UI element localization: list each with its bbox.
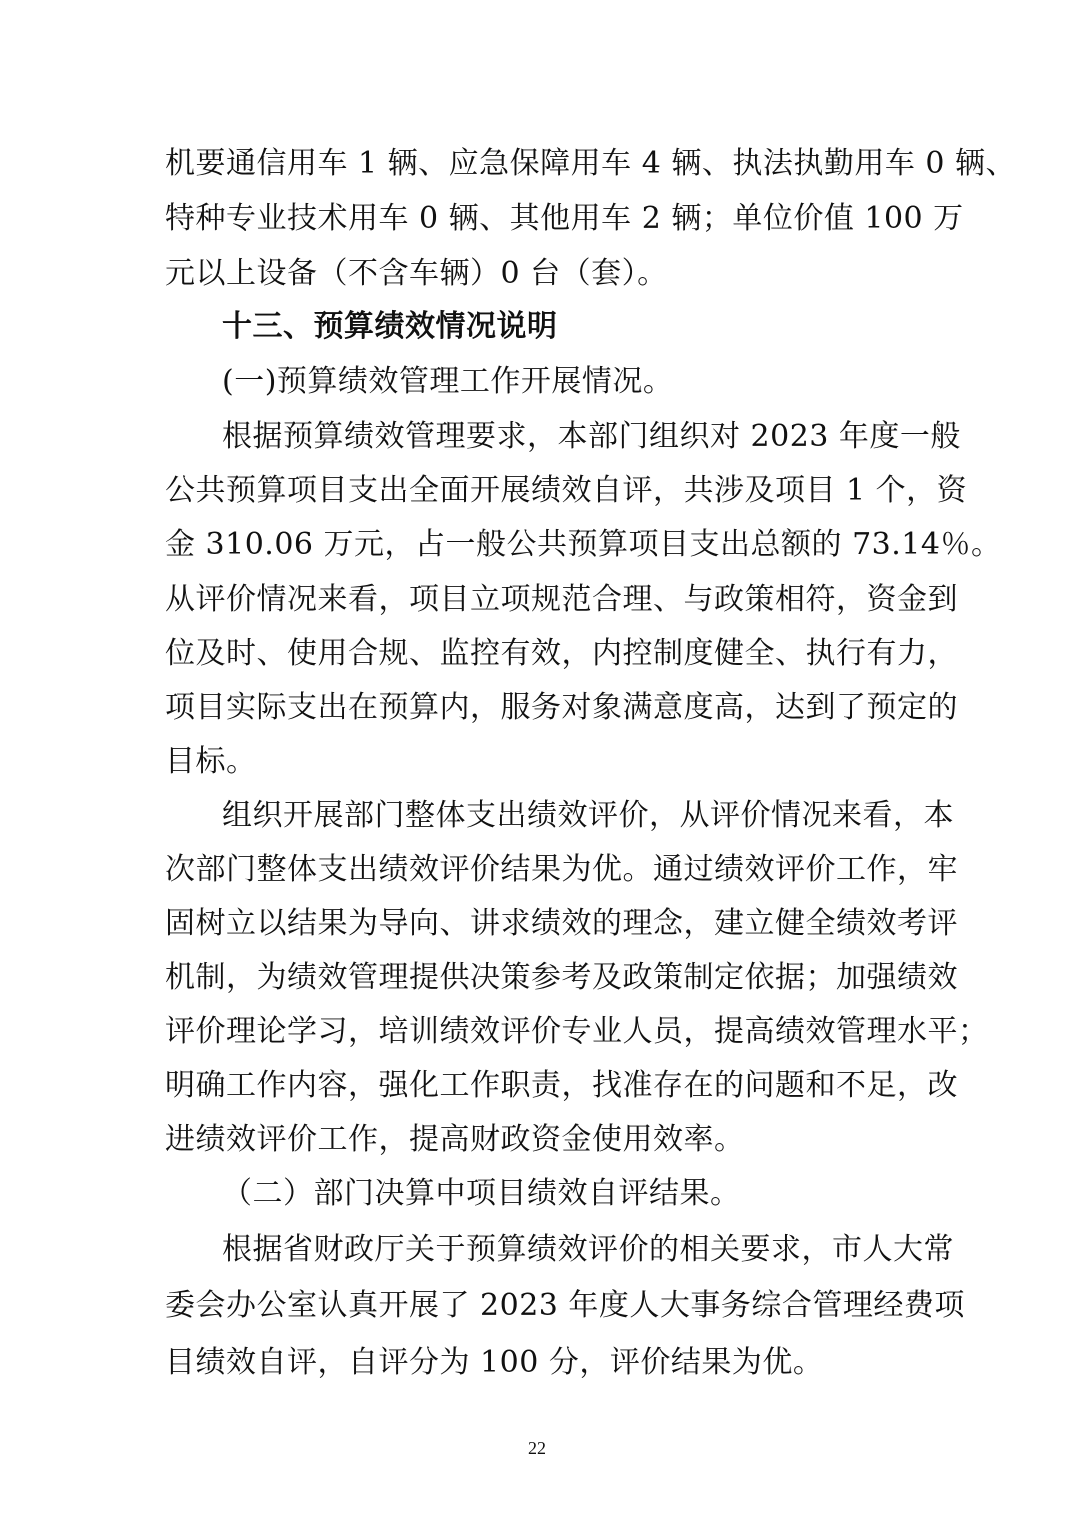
text-line-2: 特种专业技术用车 0 辆、其他用车 2 辆；单位价值 100 万	[165, 201, 964, 236]
text-line-12: 目标。	[165, 744, 257, 779]
text-line-14: 次部门整体支出绩效评价结果为优。通过绩效评价工作，牢	[165, 852, 958, 887]
text-line-7: 公共预算项目支出全面开展绩效自评，共涉及项目 1 个，资	[165, 473, 968, 508]
text-line-8: 金 310.06 万元，占一般公共预算项目支出总额的 73.14％。	[165, 527, 1002, 562]
text-line-10: 位及时、使用合规、监控有效，内控制度健全、执行有力，	[165, 636, 958, 671]
text-line-17: 评价理论学习，培训绩效评价专业人员，提高绩效管理水平；	[165, 1014, 989, 1049]
subsection-heading-1: (一)预算绩效管理工作开展情况。	[222, 364, 674, 399]
text-line-3: 元以上设备（不含车辆）0 台（套）。	[165, 256, 668, 291]
text-line-23: 目绩效自评，自评分为 100 分，评价结果为优。	[165, 1345, 824, 1380]
text-line-13: 组织开展部门整体支出绩效评价，从评价情况来看，本	[222, 798, 954, 833]
text-line-15: 固树立以结果为导向、讲求绩效的理念，建立健全绩效考评	[165, 906, 958, 941]
subsection-heading-2: （二）部门决算中项目绩效自评结果。	[222, 1176, 741, 1211]
text-line-11: 项目实际支出在预算内，服务对象满意度高，达到了预定的	[165, 690, 958, 725]
page-number: 22	[528, 1438, 546, 1458]
text-line-18: 明确工作内容，强化工作职责，找准存在的问题和不足，改	[165, 1068, 958, 1103]
text-line-9: 从评价情况来看，项目立项规范合理、与政策相符，资金到	[165, 582, 958, 617]
text-line-1: 机要通信用车 1 辆、应急保障用车 4 辆、执法执勤用车 0 辆、	[165, 146, 1016, 181]
text-line-6: 根据预算绩效管理要求，本部门组织对 2023 年度一般	[222, 419, 961, 454]
text-line-22: 委会办公室认真开展了 2023 年度人大事务综合管理经费项	[165, 1288, 965, 1323]
section-heading: 十三、预算绩效情况说明	[222, 309, 558, 344]
text-line-19: 进绩效评价工作，提高财政资金使用效率。	[165, 1122, 745, 1157]
text-line-16: 机制，为绩效管理提供决策参考及政策制定依据；加强绩效	[165, 960, 958, 995]
text-line-21: 根据省财政厅关于预算绩效评价的相关要求，市人大常	[222, 1232, 954, 1267]
